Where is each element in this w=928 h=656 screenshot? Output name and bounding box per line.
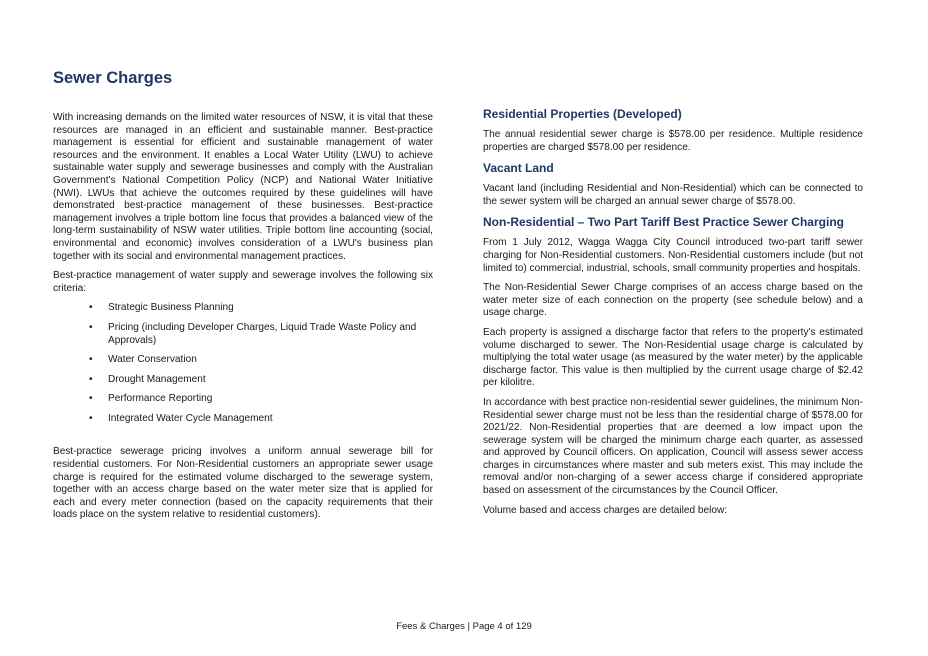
bullet-icon: • (89, 373, 93, 385)
list-item: • Performance Reporting (89, 393, 213, 405)
bullet-icon: • (89, 321, 93, 333)
residential-heading: Residential Properties (Developed) (483, 107, 682, 121)
vacant-heading: Vacant Land (483, 161, 554, 176)
bullet-icon: • (89, 354, 93, 366)
criteria-intro: Best-practice management of water supply and sewerage involves the following six criteria: (53, 270, 433, 294)
nonres-heading: Non-Residential – Two Part Tariff Best Practice Sewer Charging (483, 215, 844, 230)
nonres-paragraph-3: Each property is assigned a discharge factor that refers to the property's estimated volume discharged to sewer. The Non-Residential usage charge is calculated by multiplying the total water usage (as measured by the water meter) by the applicable discharge factor. This value is then multiplied by the current usage charge of $2.42 per kilolitre. (483, 326, 863, 389)
page-footer: Fees & Charges | Page 4 of 129 (396, 621, 532, 632)
bullet-icon: • (89, 302, 93, 314)
nonres-paragraph-1: From 1 July 2012, Wagga Wagga City Council introduced two-part tariff sewer charging for Non-Residential customers. Non-Residential customers include (but not limited to) commercial, industrial, schools, small community properties and hospitals. (483, 237, 863, 274)
list-item: • Water Conservation (89, 354, 197, 366)
list-item: • Pricing (including Developer Charges, Liquid Trade Waste Policy and Approvals) (89, 321, 417, 346)
page-title: Sewer Charges (53, 69, 173, 87)
nonres-paragraph-5: Volume based and access charges are detailed below: (483, 504, 728, 516)
left-column (53, 112, 433, 529)
nonres-paragraph-4: In accordance with best practice non-residential sewer guidelines, the minimum Non-Residential sewer charge must not be less than the residential charge of $578.00 for 2021/22. Non-Residential properties that are deemed a low impact upon the sewerage system will be charged the minimum charge each quarter, as assessed and approved by Council officers. On application, Council will assess sewer access charges in circumstances where master and sub meters exist. This may include the removal and/or non-charging of a sewer access charge if considered appropriate based on assessment of the circumstances by the Council Officer. (483, 396, 863, 497)
list-item: • Integrated Water Cycle Management (89, 412, 273, 424)
list-item: • Drought Management (89, 373, 206, 385)
bullet-icon: • (89, 412, 93, 424)
right-column (483, 107, 863, 524)
intro-paragraph: With increasing demands on the limited water resources of NSW, it is vital that these resources are managed in an efficient and sustainable manner. Best-practice management is essential for efficient and sustainable management of water resources and the environment. It enables a Local Water Utility (LWU) to achieve sustainable water supply and sewerage businesses and comply with the Australian Government's National Competition Policy (NCP) and National Water Initiative (NWI). LWUs that achieve the outcomes required by these guidelines will have demonstrated best-practice management of these businesses. Best-practice management involves a triple bottom line focus that provides a balanced view of the long-term sustainability of NSW water utilities. Triple bottom line accounting (social, environmental and economic) involves consideration of a LWU's business plan together with its social and environmental management practices. (53, 112, 433, 262)
residential-text: The annual residential sewer charge is $578.00 per residence. Multiple residence properties are charged $578.00 per residence. (483, 129, 863, 153)
nonres-paragraph-2: The Non-Residential Sewer Charge comprises of an access charge based on the water meter size of each connection on the property (see schedule below) and a usage charge. (483, 282, 863, 319)
bullet-icon: • (89, 393, 93, 405)
list-item: • Strategic Business Planning (89, 302, 234, 314)
criteria-list (53, 302, 433, 425)
pricing-paragraph: Best-practice sewerage pricing involves a uniform annual sewerage bill for residential customers. For Non-Residential customers an appropriate sewer usage charge is required for the estimated volume discharged to the sewerage system, together with an access charge based on the water meter size that is applied for each and every meter connection (based on the capacity requirements that their loads place on the system relative to residential customers). (53, 446, 433, 521)
vacant-text: Vacant land (including Residential and Non-Residential) which can be connected to the sewer system will be charged an annual sewer charge of $578.00. (483, 183, 863, 207)
